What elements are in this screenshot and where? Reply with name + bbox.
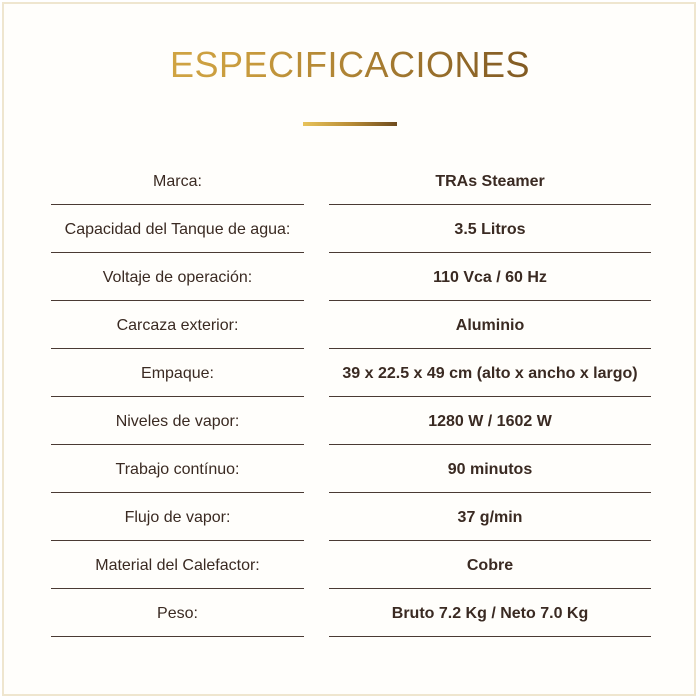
spec-label: Flujo de vapor: bbox=[51, 495, 304, 541]
spec-row bbox=[0, 495, 700, 543]
spec-row bbox=[0, 255, 700, 303]
title-underline bbox=[303, 122, 397, 126]
spec-row bbox=[0, 207, 700, 255]
spec-label: Capacidad del Tanque de agua: bbox=[51, 207, 304, 253]
spec-label: Material del Calefactor: bbox=[51, 543, 304, 589]
spec-value: Bruto 7.2 Kg / Neto 7.0 Kg bbox=[329, 591, 651, 637]
spec-value: Aluminio bbox=[329, 303, 651, 349]
spec-label: Marca: bbox=[51, 159, 304, 205]
page-title: ESPECIFICACIONES bbox=[0, 44, 700, 86]
spec-label: Empaque: bbox=[51, 351, 304, 397]
spec-value: 37 g/min bbox=[329, 495, 651, 541]
spec-label: Trabajo contínuo: bbox=[51, 447, 304, 493]
spec-row bbox=[0, 399, 700, 447]
spec-label: Peso: bbox=[51, 591, 304, 637]
spec-row bbox=[0, 303, 700, 351]
spec-row bbox=[0, 159, 700, 207]
spec-row bbox=[0, 543, 700, 591]
spec-value: 90 minutos bbox=[329, 447, 651, 493]
spec-label: Niveles de vapor: bbox=[51, 399, 304, 445]
spec-label: Voltaje de operación: bbox=[51, 255, 304, 301]
spec-value: TRAs Steamer bbox=[329, 159, 651, 205]
spec-row bbox=[0, 591, 700, 639]
spec-value: 1280 W / 1602 W bbox=[329, 399, 651, 445]
spec-value: 39 x 22.5 x 49 cm (alto x ancho x largo) bbox=[329, 351, 651, 397]
spec-value: 110 Vca / 60 Hz bbox=[329, 255, 651, 301]
spec-value: Cobre bbox=[329, 543, 651, 589]
spec-value: 3.5 Litros bbox=[329, 207, 651, 253]
spec-label: Carcaza exterior: bbox=[51, 303, 304, 349]
spec-row bbox=[0, 447, 700, 495]
spec-row bbox=[0, 351, 700, 399]
